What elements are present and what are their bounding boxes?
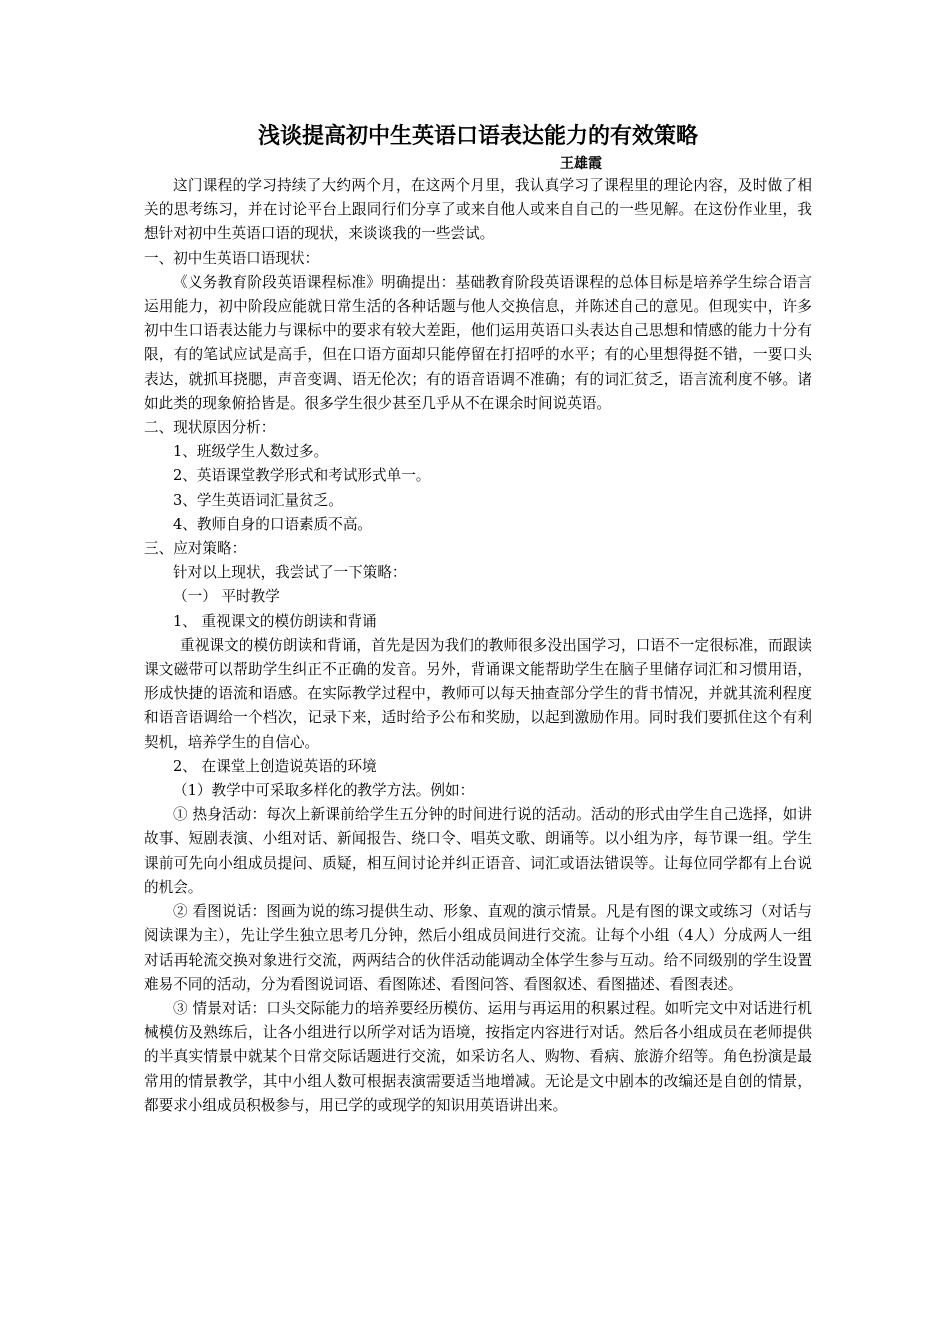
author-name: 王雄霞 (560, 156, 602, 172)
point-1-paragraph: 重视课文的模仿朗读和背诵，首先是因为我们的教师很多没出国学习，口语不一定很标准，而跟读课文磁带可以帮助学生纠正不正确的发音。另外，背诵课文能帮助学生在脑子里储存词汇和习惯用语，形成快捷的语流和语感。在实际教学过程中，教师可以每天抽查部分学生的背书情况，并就其流利程度和语音语调给一个档次，记录下来，适时给予公布和奖励，以起到激励作用。同时我们要抓住这个有利契机，培养学生的自信心。 (144, 636, 812, 751)
method-picture-talk-paragraph: ② 看图说话：图画为说的练习提供生动、形象、直观的演示情景。凡是有图的课文或练习（对话与阅读课为主），先让学生独立思考几分钟，然后小组成员间进行交流。让每个小组（4人）分成两人一组对话再轮流交换对象进行交流，两两结合的伙伴活动能调动全体学生参与互动。给不同级别的学生设置难易不同的活动，分为看图说词语、看图陈述、看图问答、看图叙述、看图描述、看图表述。 (144, 903, 812, 993)
method-warmup-paragraph: ① 热身活动：每次上新课前给学生五分钟的时间进行说的活动。活动的形式由学生自己选择，如讲故事、短剧表演、小组对话、新闻报告、绕口令、唱英文歌、朗诵等。以小组为序，每节课一组。学生课前可先向小组成员提问、质疑，相互间讨论并纠正语音、词汇或语法错误等。让每位同学都有上台说的机会。 (144, 806, 812, 896)
document-title: 浅谈提高初中生英语口语表达能力的有效策略 (257, 124, 698, 149)
section-heading-1: 一、初中生英语口语现状： (144, 249, 320, 267)
point-heading-1: 1、 重视课文的模仿朗读和背诵 (173, 612, 377, 630)
section-heading-3: 三、应对策略： (144, 540, 247, 558)
section-heading-2: 二、现状原因分析： (144, 419, 276, 437)
section-1-paragraph: 《义务教育阶段英语课程标准》明确提出：基础教育阶段英语课程的总体目标是培养学生综合语言运用能力，初中阶段应能就日常生活的各种话题与他人交换信息，并陈述自己的意见。但现实中，许多初中生口语表达能力与课标中的要求有较大差距，他们运用英语口头表达自己思想和情感的能力十分有限，有的笔试应试是高手，但在口语方面却只能停留在打招呼的水平；有的心里想得挺不错，一要口头表达，就抓耳挠腮，声音变调、语无伦次；有的语音语调不准确；有的词汇贫乏，语言流利度不够。诸如此类的现象俯拾皆是。很多学生很少甚至几乎从不在课余时间说英语。 (144, 273, 812, 412)
intro-paragraph: 这门课程的学习持续了大约两个月，在这两个月里，我认真学习了课程里的理论内容，及时做了相关的思考练习，并在讨论平台上跟同行们分享了或来自他人或来自自己的一些见解。在这份作业里，我想针对初中生英语口语的现状，来谈谈我的一些尝试。 (144, 177, 812, 243)
subsection-heading: （一） 平时教学 (173, 588, 280, 606)
section-3-intro: 针对以上现状，我尝试了一下策略： (173, 564, 407, 582)
list-item: 4、教师自身的口语素质不高。 (173, 515, 373, 533)
list-item: 3、学生英语词汇量贫乏。 (173, 491, 343, 509)
list-item: 1、班级学生人数过多。 (173, 443, 329, 461)
point-2-subheading: （1）教学中可采取多样化的教学方法。例如： (173, 782, 475, 800)
list-item: 2、英语课堂教学形式和考试形式单一。 (173, 467, 431, 485)
method-situational-dialogue-paragraph: ③ 情景对话：口头交际能力的培养要经历模仿、运用与再运用的积累过程。如听完文中对话进行机械模仿及熟练后，让各小组进行以所学对话为语境，按指定内容进行对话。然后各小组成员在老师提供的半真实情景中就某个日常交际话题进行交流，如采访名人、购物、看病、旅游介绍等。角色扮演是最常用的情景教学，其中小组人数可根据表演需要适当地增减。无论是文中剧本的改编还是自创的情景，都要求小组成员积极参与，用已学的或现学的知识用英语讲出来。 (144, 999, 812, 1114)
document-page (144, 120, 812, 1118)
point-heading-2: 2、 在课堂上创造说英语的环境 (173, 757, 377, 775)
